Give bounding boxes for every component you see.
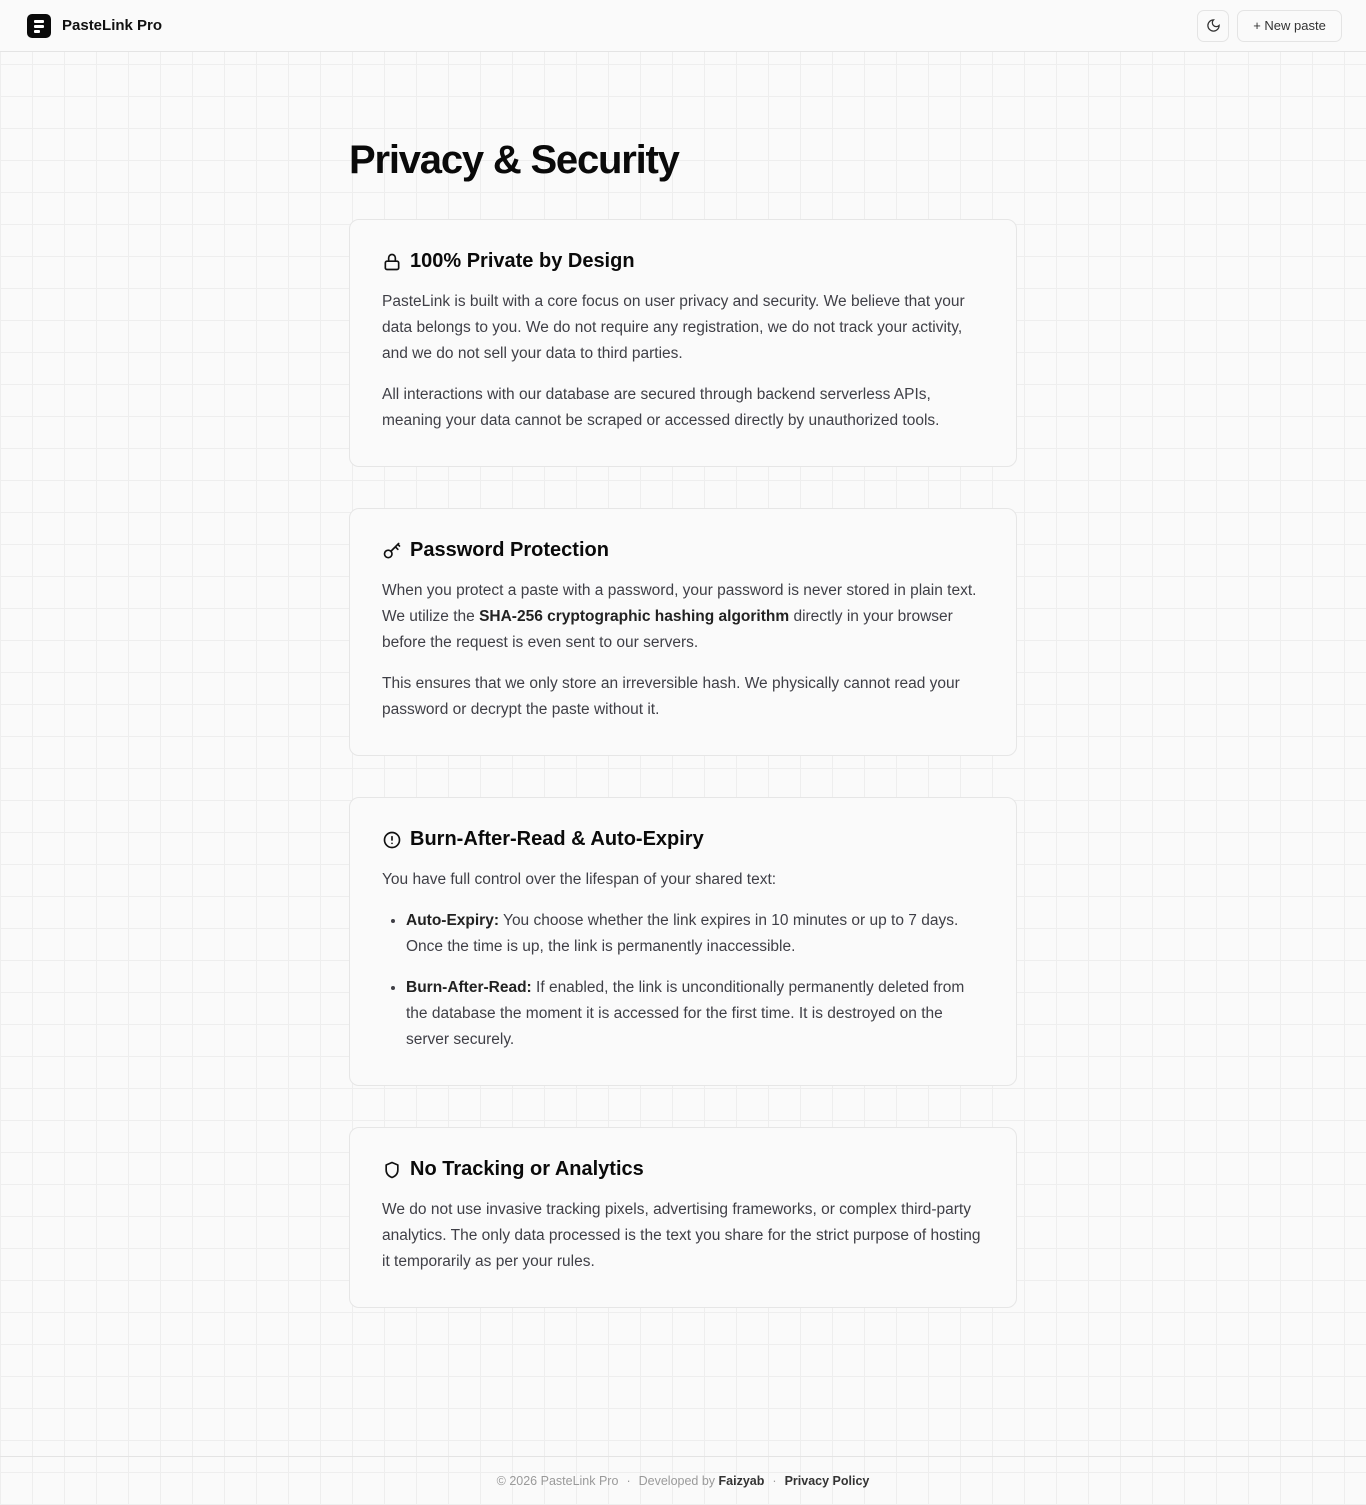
key-icon	[382, 541, 402, 561]
developer-credit: Developed by Faizyab	[638, 1474, 765, 1488]
new-paste-button[interactable]: + New paste	[1237, 10, 1342, 42]
page-title: Privacy & Security	[349, 138, 679, 182]
card-password-protection	[349, 508, 1017, 756]
moon-icon	[1206, 18, 1221, 33]
card-text: When you protect a paste with a password, your password is never stored in plain text. We utilize the SHA-256 cryptographic hashing algorithm directly in your browser before the request is even sent to our servers.	[382, 582, 977, 651]
card-title: No Tracking or Analytics	[410, 1158, 644, 1180]
card-private-by-design	[349, 219, 1017, 467]
separator: ·	[626, 1474, 631, 1488]
top-bar	[0, 0, 1366, 52]
brand-link[interactable]	[27, 14, 162, 38]
alert-circle-icon	[382, 830, 402, 850]
card-burn-after-read	[349, 797, 1017, 1086]
card-text: We do not use invasive tracking pixels, advertising frameworks, or complex third-party analytics. The only data processed is the text you share for the strict purpose of hosting it temporarily as per your rules.	[382, 1201, 981, 1270]
theme-toggle-button[interactable]	[1197, 10, 1229, 42]
shield-icon	[382, 1160, 402, 1180]
card-text: All interactions with our database are secured through backend serverless APIs, meaning your data cannot be scraped or accessed directly by unauthorized tools.	[382, 386, 940, 429]
list-item: • Burn-After-Read: If enabled, the link is unconditionally permanently deleted from the database the moment it is accessed for the first time. It is destroyed on the server securely.	[406, 975, 984, 1053]
separator: ·	[772, 1474, 777, 1488]
author-link[interactable]: Faizyab	[718, 1474, 765, 1488]
card-no-tracking	[349, 1127, 1017, 1308]
copyright: © 2026 PasteLink Pro	[496, 1474, 619, 1488]
lock-icon	[382, 252, 402, 272]
card-title: 100% Private by Design	[410, 250, 635, 272]
list-item: • Auto-Expiry: You choose whether the link expires in 10 minutes or up to 7 days. Once the time is up, the link is permanently inaccessible.	[406, 908, 984, 960]
feature-list	[382, 908, 984, 1053]
card-text: This ensures that we only store an irreversible hash. We physically cannot read your password or decrypt the paste without it.	[382, 675, 960, 718]
card-text: PasteLink is built with a core focus on user privacy and security. We believe that your data belongs to you. We do not require any registration, we do not track your activity, and we do not sell your data to third parties.	[382, 293, 965, 362]
privacy-policy-link[interactable]: Privacy Policy	[784, 1474, 870, 1488]
card-text: You have full control over the lifespan of your shared text:	[382, 871, 777, 888]
brand-name: PasteLink Pro	[62, 17, 163, 34]
card-title: Burn-After-Read & Auto-Expiry	[410, 828, 704, 850]
footer	[0, 1456, 1366, 1505]
logo-icon	[27, 14, 51, 38]
card-title: Password Protection	[410, 539, 609, 561]
